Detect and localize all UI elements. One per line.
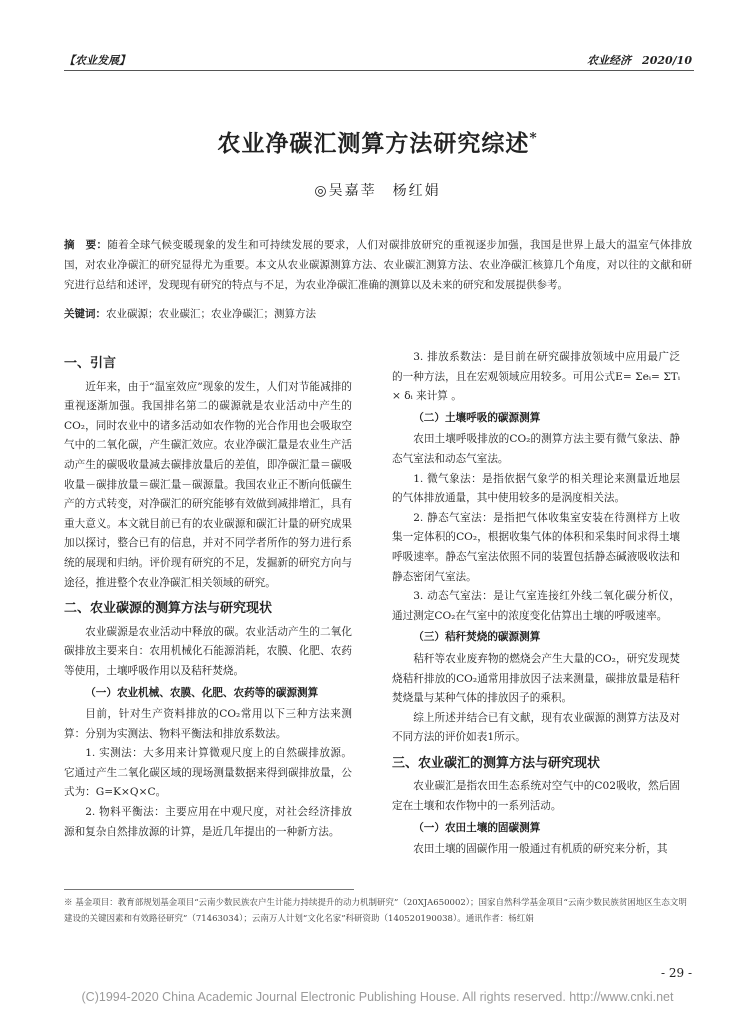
abstract-text: 随着全球气候变暖现象的发生和可持续发展的要求，人们对碳排放研究的重视逐步加强，我国是世界上最大的温室气体排放国，对农业净碳汇的研究显得尤为重要。本文从农业碳源测算方法、农业碳汇测算方法、农业净碳汇核算几个角度，对以往的文献和研究进行总结和述评，发现现有研究的特点与不足，为农业净碳汇准确的测算以及未来的研究和发展提供参考。 [64,239,693,291]
abstract-label: 摘 要： [64,239,108,251]
subsection-heading: （三）秸秆焚烧的碳源测算 [413,631,541,644]
keywords [64,306,692,321]
paragraph: 农田土壤呼吸排放的CO₂的测算方法主要有微气象法、静态气室法和动态气室法。 [392,433,680,465]
paragraph: 1. 实测法：大多用来计算微观尺度上的自然碳排放源。它通过产生二氧化碳区域的现场测量数据来得到碳排放量，公式为：G=K×Q×C。 [64,747,352,799]
subsection-heading: （二）土壤呼吸的碳源测算 [413,411,541,424]
paragraph: 近年来，由于“温室效应”现象的发生，人们对节能减排的重视逐渐加强。我国排名第二的碳源就是农业活动中产生的CO₂，同时农业中的诸多活动如农作物的光合作用也会吸取空气中的二氧化碳，产生碳汇效应。农业净碳汇量是农业生产活动产生的碳吸收量减去碳排放量后的差值，即净碳汇量＝碳吸收量－碳排放量＝碳汇量－碳源量。我国农业正不断向低碳生产的方式转变，对净碳汇的研究能够有效做到减排增汇，具有重大意义。本文就目前已有的农业碳源和碳汇计量的研究成果加以探讨，整合已有的信息，并对不同学者所作的努力进行系统的展现和归纳。评价现有研究的不足，发掘新的研究方向与途径，推进整个农业净碳汇相关领域的研究。 [64,380,352,589]
footnote-rule [64,889,354,890]
paragraph: 农业碳源是农业活动中释放的碳。农业活动产生的二氧化碳排放主要来自：农用机械化石能源消耗，农膜、化肥、农药等使用，土壤呼吸作用以及秸秆焚烧。 [64,625,352,677]
keywords-text: 农业碳源；农业碳汇；农业净碳汇；测算方法 [106,308,316,320]
paragraph: 2. 静态气室法：是指把气体收集室安装在待测样方上收集一定体积的CO₂，根据收集气体的体积和采集时间求得土壤呼吸速率。静态气室法依照不同的装置包括静态碱液吸收法和静态密闭气室法。 [392,511,680,583]
author-line: ◎吴嘉莘 杨红娟 [314,183,441,199]
section-heading: 一、引言 [64,356,117,371]
title-footnote-mark: * [529,130,538,147]
footnote: ※ 基金项目：教育部规划基金项目“云南少数民族农户生计能力持续提升的动力机制研究”（20XJA650002）；国家自然科学基金项目“云南少数民族贫困地区生态文明建设的关键因素和有效路径研究”（71463034）；云南万人计划“文化名家”科研资助（140520190038）。通讯作者：杨红娟 [64,898,687,924]
article-title [0,125,755,158]
paragraph: 1. 微气象法：是指依据气象学的相关理论来测量近地层的气体排放通量，其中使用较多的是涡度相关法。 [392,472,680,505]
section-heading: 三、农业碳汇的测算方法与研究现状 [392,755,601,771]
paragraph: 农业碳汇是指农田生态系统对空气中的C02吸收，然后固定在土壤和农作物中的一系列活动。 [392,780,680,813]
paragraph: 农田土壤的固碳作用一般通过有机质的研究来分析，其 [413,843,668,856]
paragraph: 3. 排放系数法：是目前在研究碳排放领域中应用最广泛的一种方法，且在宏观领域应用较多。可用公式E= Σeᵢ= ΣTᵢ × δᵢ 来计算 。 [392,351,680,403]
section-heading: 二、农业碳源的测算方法与研究现状 [64,601,273,617]
subsection-heading: （一）农业机械、农膜、化肥、农药等的碳源测算 [85,686,319,699]
paragraph: 2. 物料平衡法：主要应用在中观尺度，对社会经济排放源和复杂自然排放源的计算，是近几年提出的一种新方法。 [64,806,352,838]
abstract [64,235,692,295]
paragraph: 3. 动态气室法：是让气室连接红外线二氧化碳分析仪，通过测定CO₂在气室中的浓度变化估算出土壤的呼吸速率。 [392,590,680,622]
header-rule [64,70,694,71]
subsection-heading: （一）农田土壤的固碳测算 [413,821,541,834]
copyright-notice: (C)1994-2020 China Academic Journal Electronic Publishing House. All rights reserved. http://www.cnki.net [81,990,674,1004]
title-text: 农业净碳汇测算方法研究综述 [217,130,530,157]
page-number: - 29 - [660,966,692,980]
header-left: 【农业发展】 [64,54,130,67]
paragraph: 秸秆等农业废弃物的燃烧会产生大量的CO₂，研究发现焚烧秸秆排放的CO₂通常用排放因子法来测量，碳排放量是秸秆焚烧量与某种气体的排放因子的乘积。 [392,652,680,705]
paragraph: 综上所述并结合已有文献，现有农业碳源的测算方法及对不同方法的评价如表1所示。 [392,711,680,744]
header-right: 农业经济 2020/10 [587,54,692,67]
left-column [64,348,352,842]
right-column [392,348,680,860]
keywords-label: 关键词： [64,308,106,320]
paragraph: 目前，针对生产资料排放的CO₂常用以下三种方法来测算：分别为实测法、物料平衡法和排放系数法。 [64,708,352,740]
